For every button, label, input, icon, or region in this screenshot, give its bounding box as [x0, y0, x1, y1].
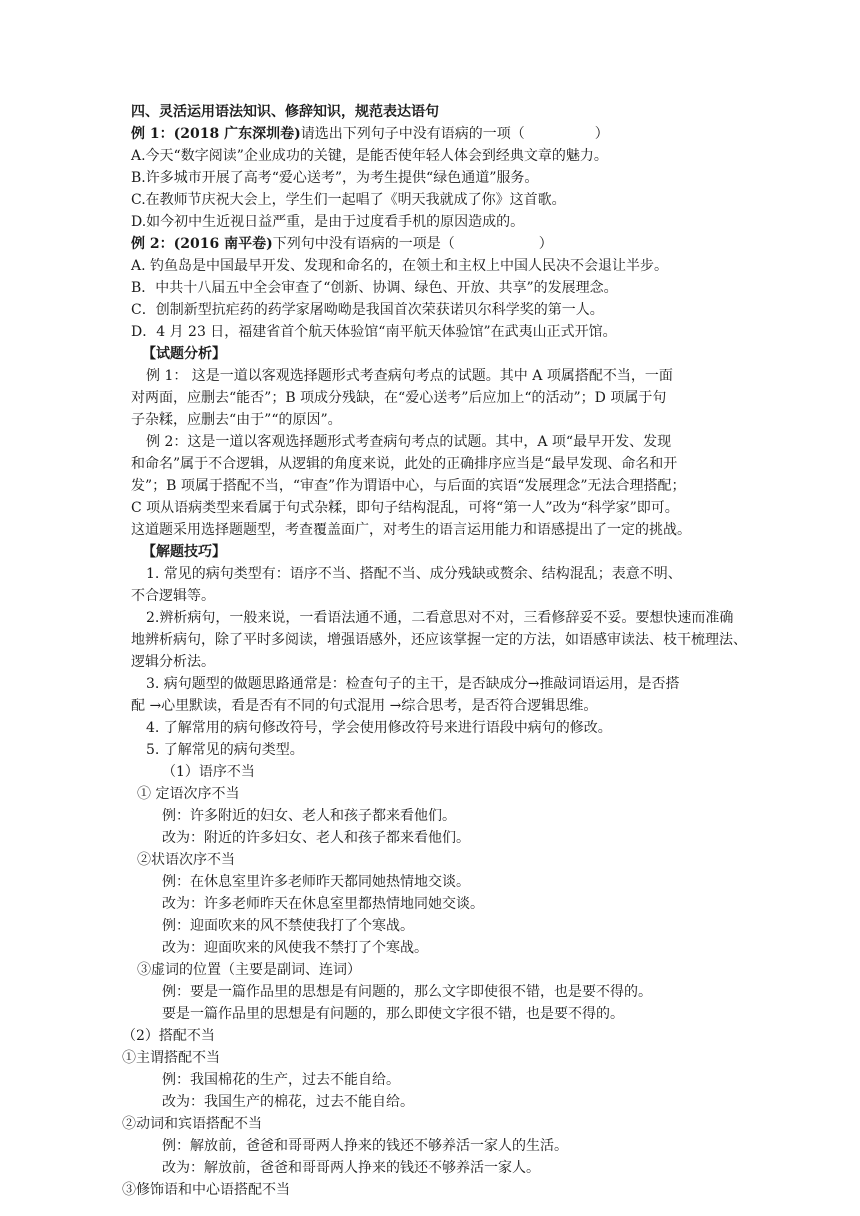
example-1-label: 例 1：(2018 广东深圳卷)	[131, 126, 301, 142]
example-2-option-a: A. 钓鱼岛是中国最早开发、发现和命名的，在领土和主权上中国人民决不会退让半步。	[131, 258, 669, 274]
example-line: 改为：解放前，爸爸和哥哥两人挣来的钱还不够养活一家人。	[162, 1160, 540, 1176]
tips-line: 逻辑分析法。	[131, 654, 215, 670]
example-2-question	[131, 234, 553, 254]
example-line: 改为：我国生产的棉花，过去不能自给。	[162, 1094, 414, 1110]
tips-line: 配 →心里默读，看是否有不同的句式混用 →综合思考，是否符合逻辑思维。	[131, 698, 598, 714]
tips-line: 地辨析病句，除了平时多阅读，增强语感外，还应该掌握一定的方法，如语感审读法、枝干梳理法、	[131, 632, 747, 648]
tips-line: 5. 了解常见的病句类型。	[146, 742, 304, 758]
example-line: 改为：迎面吹来的风使我不禁打了个寒战。	[162, 940, 428, 956]
analysis-line: 例 2：这是一道以客观选择题形式考查病句考点的试题。其中，A 项“最早开发、发现	[146, 434, 672, 450]
example-2-option-b: B．中共十八届五中全会审查了“创新、协调、绿色、开放、共享”的发展理念。	[131, 280, 618, 296]
example-2-label: 例 2：(2016 南平卷)	[131, 236, 273, 252]
subtype-heading: ②状语次序不当	[137, 852, 235, 868]
example-line: 例：解放前，爸爸和哥哥两人挣来的钱还不够养活一家人的生活。	[162, 1138, 568, 1154]
example-1-option-d: D.如今初中生近视日益严重，是由于过度看手机的原因造成的。	[131, 214, 525, 230]
example-line: 例：要是一篇作品里的思想是有问题的，那么文字即使很不错，也是要不得的。	[162, 984, 652, 1000]
tips-line: 4. 了解常用的病句修改符号，学会使用修改符号来进行语段中病句的修改。	[146, 720, 612, 736]
example-line: 要是一篇作品里的思想是有问题的，那么即使文字很不错，也是要不得的。	[162, 1006, 624, 1022]
subtype-heading: ②动词和宾语搭配不当	[122, 1116, 262, 1132]
example-2-option-d: D．4 月 23 日，福建省首个航天体验馆“南平航天体验馆”在武夷山正式开馆。	[131, 324, 617, 340]
example-1-option-b: B.许多城市开展了高考“爱心送考”，为考生提供“绿色通道”服务。	[131, 170, 539, 186]
example-1-option-a: A.今天“数字阅读”企业成功的关键，是能否使年轻人体会到经典文章的魅力。	[131, 148, 608, 164]
type-heading: （2）搭配不当	[122, 1028, 215, 1044]
example-1-prompt: 请选出下列句子中没有语病的一项（ ）	[300, 126, 609, 142]
example-line: 例：迎面吹来的风不禁使我打了个寒战。	[162, 918, 414, 934]
analysis-line: C 项从语病类型来看属于句式杂糅，即句子结构混乱，可将“第一人”改为“科学家”即可。	[131, 500, 679, 516]
subtype-heading: ① 定语次序不当	[137, 786, 240, 802]
example-line: 例：许多附近的妇女、老人和孩子都来看他们。	[162, 808, 456, 824]
example-1-option-c: C.在教师节庆祝大会上，学生们一起唱了《明天我就成了你》这首歌。	[131, 192, 566, 208]
tips-heading: 【解题技巧】	[142, 544, 226, 560]
analysis-line: 子杂糅，应删去“由于”“的原因”。	[131, 412, 342, 428]
example-2-prompt: 下列句中没有语病的一项是（ ）	[272, 236, 553, 252]
type-heading: （1）语序不当	[162, 764, 255, 780]
analysis-heading: 【试题分析】	[142, 346, 226, 362]
subtype-heading: ③修饰语和中心语搭配不当	[122, 1182, 290, 1198]
analysis-line: 和命名”属于不合逻辑，从逻辑的角度来说，此处的正确排序应当是“最早发现、命名和开	[131, 456, 678, 472]
tips-line: 3. 病句题型的做题思路通常是：检查句子的主干，是否缺成分→推敲词语运用，是否搭	[146, 676, 680, 692]
tips-line: 2.辨析病句，一般来说，一看语法通不通，二看意思对不对，三看修辞妥不妥。要想快速而准确	[146, 610, 734, 626]
subtype-heading: ③虚词的位置（主要是副词、连词）	[137, 962, 361, 978]
analysis-line: 这道题采用选择题题型，考查覆盖面广，对考生的语言运用能力和语感提出了一定的挑战。	[131, 522, 691, 538]
example-line: 例：我国棉花的生产，过去不能自给。	[162, 1072, 400, 1088]
tips-line: 不合逻辑等。	[131, 588, 215, 604]
subtype-heading: ①主谓搭配不当	[122, 1050, 220, 1066]
tips-line: 1. 常见的病句类型有：语序不当、搭配不当、成分残缺或赘余、结构混乱；表意不明、	[146, 566, 682, 582]
analysis-line: 例 1： 这是一道以客观选择题形式考查病句考点的试题。其中 A 项属搭配不当，一面	[146, 368, 673, 384]
example-line: 改为：许多老师昨天在休息室里都热情地同她交谈。	[162, 896, 484, 912]
example-line: 例：在休息室里许多老师昨天都同她热情地交谈。	[162, 874, 470, 890]
analysis-line: 发”；B 项属于搭配不当，“审查”作为谓语中心，与后面的宾语“发展理念”无法合理搭配；	[131, 478, 686, 494]
example-1-question	[131, 124, 609, 144]
example-2-option-c: C．创制新型抗疟药的药学家屠呦呦是我国首次荣获诺贝尔科学奖的第一人。	[131, 302, 604, 318]
analysis-line: 对两面，应删去“能否”；B 项成分残缺，在“爱心送考”后应加上“的活动”；D 项属于句	[131, 390, 667, 406]
example-line: 改为：附近的许多妇女、老人和孩子都来看他们。	[162, 830, 470, 846]
section-title: 四、灵活运用语法知识、修辞知识，规范表达语句	[131, 104, 439, 120]
